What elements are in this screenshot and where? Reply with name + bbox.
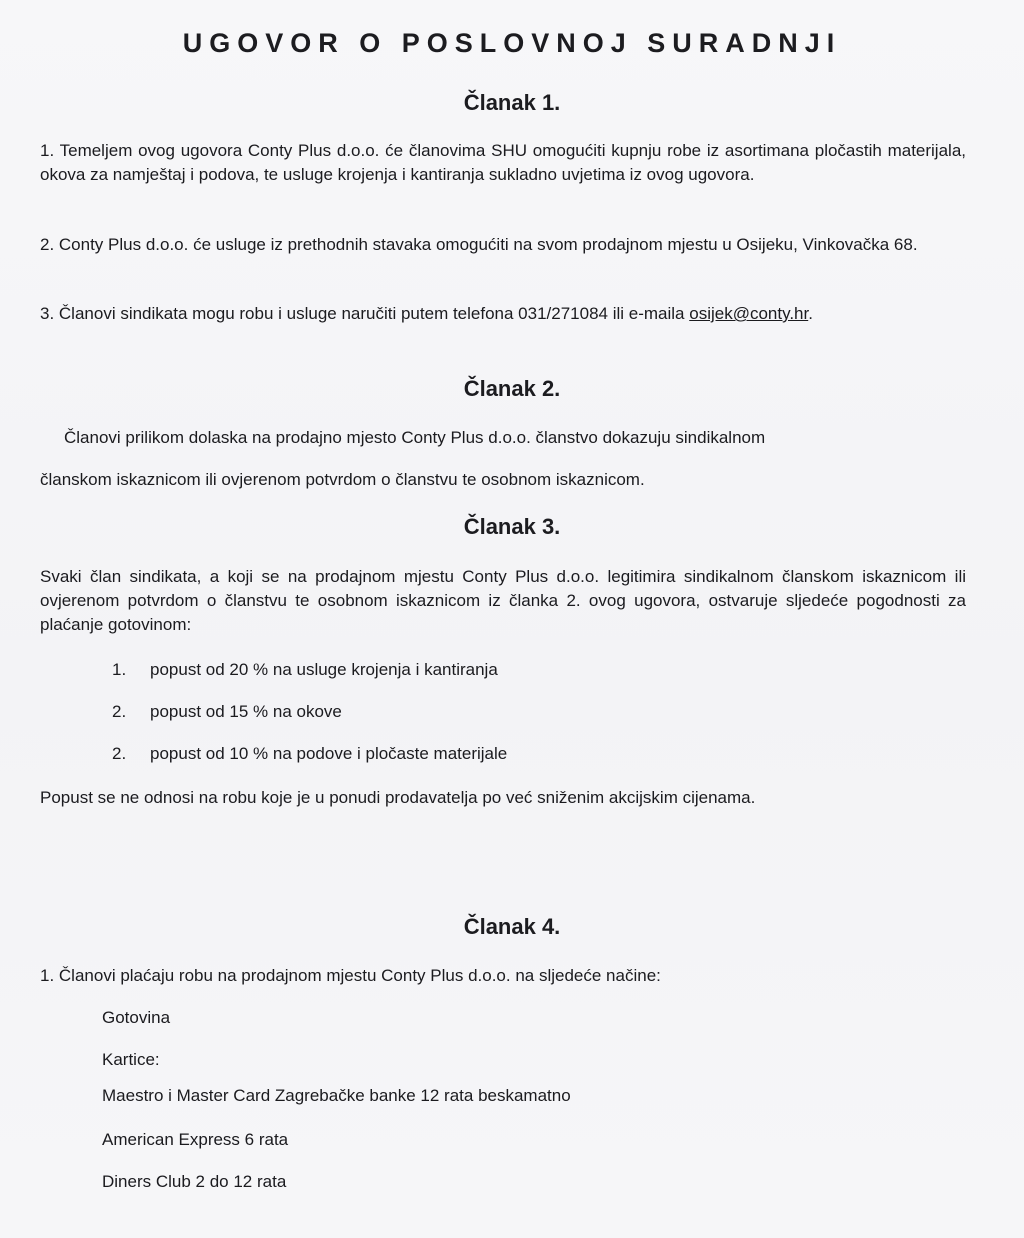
discount-item-number: 2. <box>112 744 127 763</box>
discount-item <box>112 700 342 724</box>
discount-item <box>112 658 498 682</box>
discount-item <box>112 742 507 766</box>
payment-method: Gotovina <box>102 1008 171 1027</box>
discount-item-number: 2. <box>112 702 127 721</box>
article-3-intro: Svaki član sindikata, a koji se na prodajnom mjestu Conty Plus d.o.o. legitimira sindikalnom članskom iskaznicom ili ovjerenom potvrdom o članstvu te osobnom iskaznicom iz članka 2. ovog ugovora, ostvaruje sljedeće pogodnosti za plaćanje gotovinom: <box>40 567 966 634</box>
document-title: UGOVOR O POSLOVNOJ SURADNJI <box>182 28 842 58</box>
article-2-line-1: Članovi prilikom dolaska na prodajno mjesto Conty Plus d.o.o. članstvo dokazuju sindikalnom <box>64 428 766 447</box>
article-1-paragraph-1: 1. Temeljem ovog ugovora Conty Plus d.o.o. će članovima SHU omogućiti kupnju robe iz asortimana pločastih materijala, okova za namještaj i podova, te usluge krojenja i kantiranja sukladno uvjetima iz ovog ugovora. <box>40 141 966 184</box>
article-1-paragraph-3-text: 3. Članovi sindikata mogu robu i usluge naručiti putem telefona 031/271084 ili e-maila <box>40 304 685 323</box>
discount-item-text: popust od 10 % na podove i pločaste materijale <box>150 744 508 763</box>
article-1-paragraph-3-end: . <box>808 304 813 323</box>
article-2-line-2: članskom iskaznicom ili ovjerenom potvrdom o članstvu te osobnom iskaznicom. <box>40 470 645 489</box>
article-4-heading: Članak 4. <box>463 914 561 939</box>
article-4-intro: 1. Članovi plaćaju robu na prodajnom mjestu Conty Plus d.o.o. na sljedeće načine: <box>40 966 661 985</box>
payment-method: Diners Club 2 do 12 rata <box>102 1172 287 1191</box>
payment-method: American Express 6 rata <box>102 1130 289 1149</box>
article-1-paragraph-2: 2. Conty Plus d.o.o. će usluge iz prethodnih stavaka omogućiti na svom prodajnom mjestu u Osijeku, Vinkovačka 68. <box>40 235 918 254</box>
article-3-heading: Članak 3. <box>463 514 561 539</box>
article-3-note: Popust se ne odnosi na robu koje je u ponudi prodavatelja po već sniženim akcijskim cijenama. <box>40 788 756 807</box>
discount-item-text: popust od 20 % na usluge krojenja i kantiranja <box>150 660 498 679</box>
discount-item-text: popust od 15 % na okove <box>150 702 342 721</box>
article-2-heading: Članak 2. <box>463 376 561 401</box>
article-1-paragraph-3 <box>40 302 966 326</box>
article-1-heading: Članak 1. <box>463 90 561 115</box>
payment-method: Kartice: <box>102 1050 160 1069</box>
contact-email-link[interactable]: osijek@conty.hr <box>689 304 809 323</box>
payment-method: Maestro i Master Card Zagrebačke banke 12 rata beskamatno <box>102 1086 571 1105</box>
discount-item-number: 1. <box>112 660 127 679</box>
